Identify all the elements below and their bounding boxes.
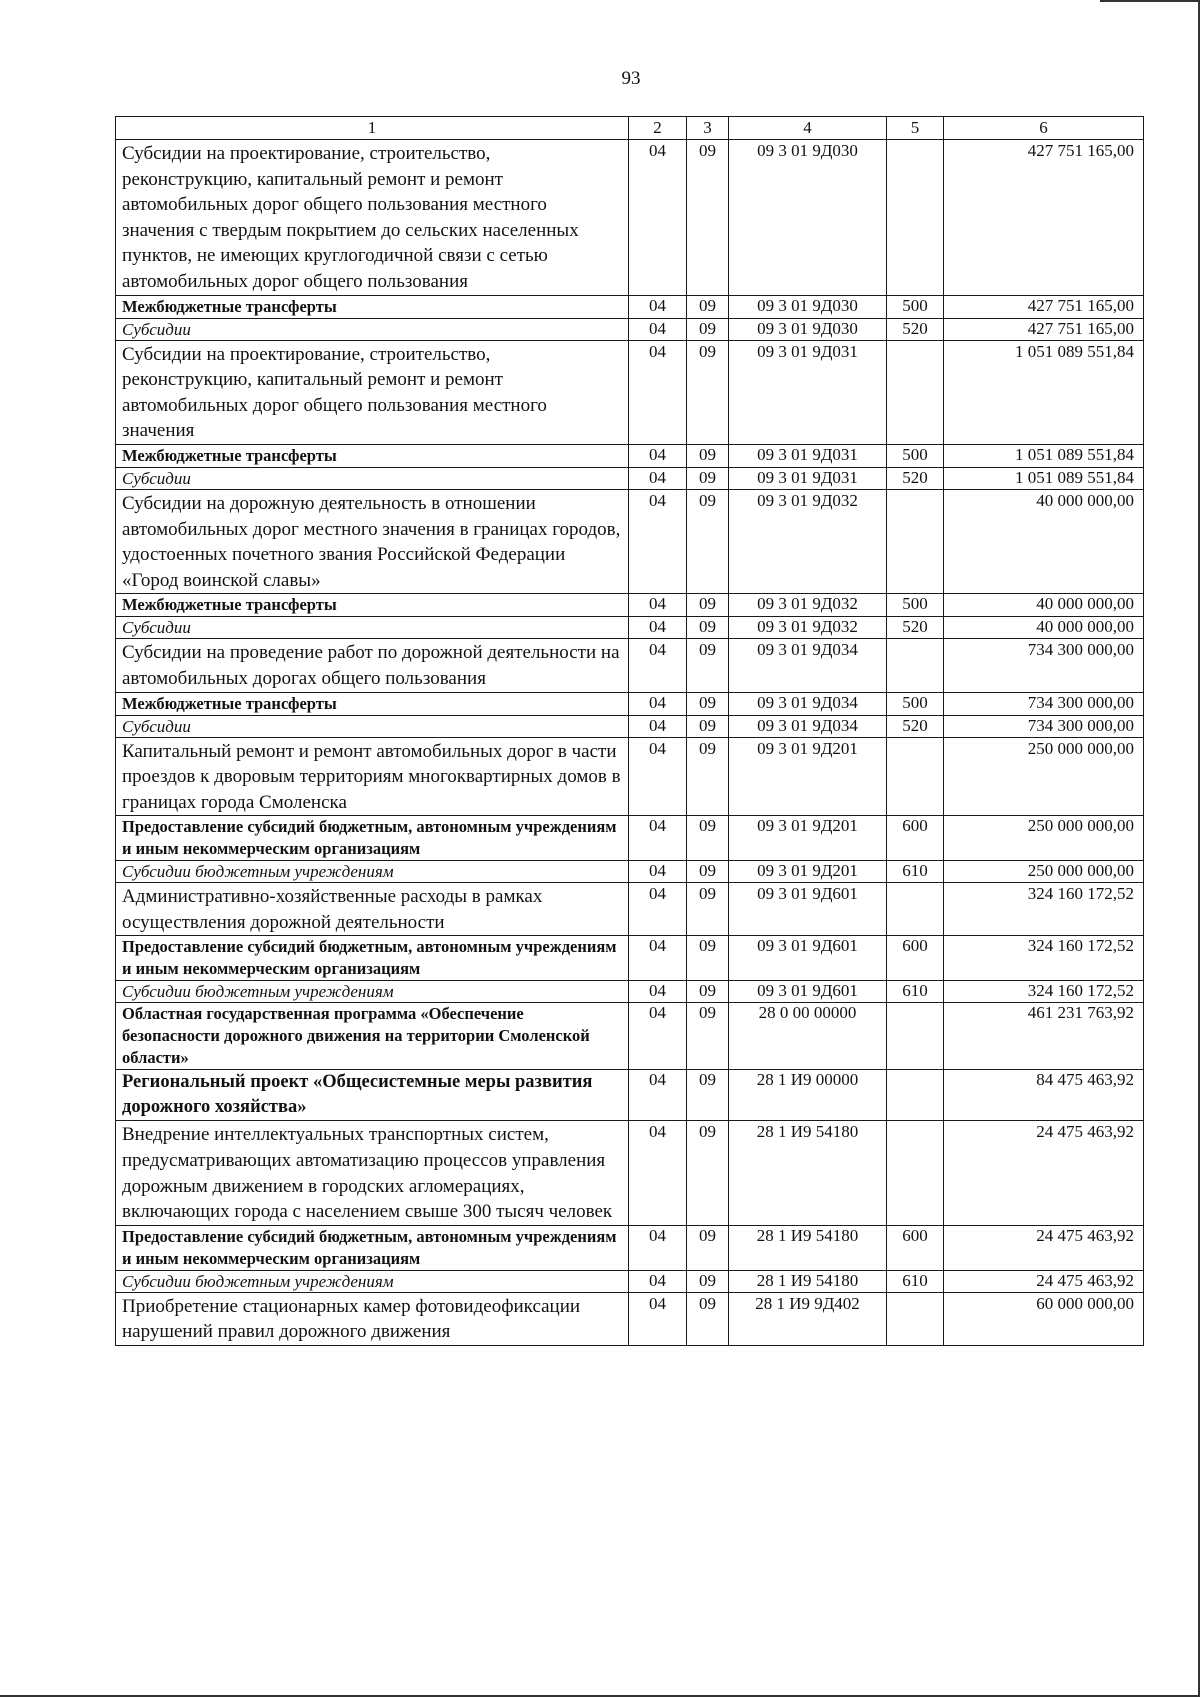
header-cell: 6 [944,117,1144,140]
row-name-cell: Административно-хозяйственные расходы в рамках осуществления дорожной деятельности [116,883,629,936]
row-expense-type-cell: 500 [887,295,944,318]
row-section-cell: 04 [629,1121,687,1225]
table-row [116,617,1144,639]
row-subsection-cell: 09 [687,1292,729,1345]
row-expense-type-cell: 520 [887,318,944,340]
table-row [116,1225,1144,1270]
row-subsection-cell: 09 [687,861,729,883]
row-section-cell: 04 [629,617,687,639]
header-cell: 1 [116,117,629,140]
row-amount-cell: 324 160 172,52 [944,981,1144,1003]
row-name-cell: Капитальный ремонт и ремонт автомобильных дорог в части проездов к дворовым территориям многоквартирных домов в границах города Смоленска [116,737,629,816]
row-subsection-cell: 09 [687,340,729,444]
row-expense-type-cell: 500 [887,444,944,467]
row-section-cell: 04 [629,737,687,816]
header-cell: 2 [629,117,687,140]
row-section-cell: 04 [629,816,687,861]
row-amount-cell: 324 160 172,52 [944,883,1144,936]
row-amount-cell: 427 751 165,00 [944,140,1144,296]
row-section-cell: 04 [629,883,687,936]
row-subsection-cell: 09 [687,1270,729,1292]
row-subsection-cell: 09 [687,639,729,692]
row-amount-cell: 40 000 000,00 [944,617,1144,639]
row-section-cell: 04 [629,467,687,489]
table-row [116,295,1144,318]
row-amount-cell: 427 751 165,00 [944,318,1144,340]
row-target-article-cell: 28 1 И9 54180 [729,1270,887,1292]
table-row [116,936,1144,981]
row-amount-cell: 60 000 000,00 [944,1292,1144,1345]
row-target-article-cell: 09 3 01 9Д601 [729,981,887,1003]
row-section-cell: 04 [629,1070,687,1121]
row-expense-type-cell: 610 [887,981,944,1003]
row-expense-type-cell [887,1070,944,1121]
row-subsection-cell: 09 [687,816,729,861]
row-target-article-cell: 09 3 01 9Д601 [729,936,887,981]
row-subsection-cell: 09 [687,444,729,467]
table-row [116,692,1144,715]
table-row [116,1292,1144,1345]
row-expense-type-cell: 600 [887,816,944,861]
row-name-cell: Межбюджетные трансферты [116,295,629,318]
row-amount-cell: 324 160 172,52 [944,936,1144,981]
table-row [116,883,1144,936]
table-row [116,1070,1144,1121]
row-subsection-cell: 09 [687,981,729,1003]
row-subsection-cell: 09 [687,140,729,296]
row-amount-cell: 734 300 000,00 [944,639,1144,692]
row-name-cell: Межбюджетные трансферты [116,444,629,467]
row-section-cell: 04 [629,594,687,617]
row-name-cell: Внедрение интеллектуальных транспортных систем, предусматривающих автоматизацию процессов управления дорожным движением в городских агломерациях, включающих города с населением свыше 300 тысяч человек [116,1121,629,1225]
row-subsection-cell: 09 [687,295,729,318]
row-target-article-cell: 28 1 И9 9Д402 [729,1292,887,1345]
row-name-cell: Субсидии бюджетным учреждениям [116,981,629,1003]
row-name-cell: Субсидии [116,715,629,737]
row-section-cell: 04 [629,444,687,467]
row-amount-cell: 250 000 000,00 [944,737,1144,816]
header-cell: 4 [729,117,887,140]
row-amount-cell: 250 000 000,00 [944,816,1144,861]
row-target-article-cell: 09 3 01 9Д031 [729,467,887,489]
row-target-article-cell: 09 3 01 9Д034 [729,639,887,692]
row-subsection-cell: 09 [687,936,729,981]
table-row [116,1270,1144,1292]
row-section-cell: 04 [629,1292,687,1345]
row-expense-type-cell: 520 [887,467,944,489]
row-amount-cell: 734 300 000,00 [944,692,1144,715]
scan-edge-top [1100,0,1200,2]
table-row [116,639,1144,692]
row-subsection-cell: 09 [687,489,729,593]
row-section-cell: 04 [629,692,687,715]
row-section-cell: 04 [629,936,687,981]
row-target-article-cell: 09 3 01 9Д031 [729,340,887,444]
row-expense-type-cell [887,140,944,296]
row-amount-cell: 250 000 000,00 [944,861,1144,883]
row-subsection-cell: 09 [687,883,729,936]
row-amount-cell: 24 475 463,92 [944,1121,1144,1225]
row-expense-type-cell: 500 [887,692,944,715]
row-target-article-cell: 09 3 01 9Д032 [729,594,887,617]
row-section-cell: 04 [629,140,687,296]
row-name-cell: Субсидии [116,467,629,489]
row-expense-type-cell [887,1292,944,1345]
row-expense-type-cell [887,1121,944,1225]
row-target-article-cell: 09 3 01 9Д201 [729,861,887,883]
row-target-article-cell: 09 3 01 9Д032 [729,617,887,639]
row-subsection-cell: 09 [687,737,729,816]
header-cell: 3 [687,117,729,140]
row-name-cell: Приобретение стационарных камер фотовидеофиксации нарушений правил дорожного движения [116,1292,629,1345]
row-expense-type-cell: 610 [887,1270,944,1292]
row-target-article-cell: 28 1 И9 00000 [729,1070,887,1121]
row-section-cell: 04 [629,318,687,340]
row-expense-type-cell: 600 [887,936,944,981]
row-expense-type-cell [887,340,944,444]
row-name-cell: Субсидии [116,617,629,639]
header-cell: 5 [887,117,944,140]
row-subsection-cell: 09 [687,1070,729,1121]
table-row [116,715,1144,737]
row-target-article-cell: 09 3 01 9Д034 [729,692,887,715]
row-expense-type-cell [887,883,944,936]
row-section-cell: 04 [629,489,687,593]
table-row [116,444,1144,467]
row-section-cell: 04 [629,295,687,318]
table-row [116,140,1144,296]
row-target-article-cell: 28 1 И9 54180 [729,1225,887,1270]
row-name-cell: Субсидии на проведение работ по дорожной деятельности на автомобильных дорогах общего пользования [116,639,629,692]
row-name-cell: Предоставление субсидий бюджетным, автономным учреждениям и иным некоммерческим организациям [116,936,629,981]
row-expense-type-cell: 500 [887,594,944,617]
row-amount-cell: 1 051 089 551,84 [944,444,1144,467]
row-subsection-cell: 09 [687,715,729,737]
row-amount-cell: 40 000 000,00 [944,489,1144,593]
row-expense-type-cell: 600 [887,1225,944,1270]
row-amount-cell: 1 051 089 551,84 [944,467,1144,489]
table-header-row [116,117,1144,140]
row-subsection-cell: 09 [687,318,729,340]
table-row [116,340,1144,444]
row-target-article-cell: 09 3 01 9Д201 [729,816,887,861]
row-name-cell: Субсидии на проектирование, строительство, реконструкцию, капитальный ремонт и ремонт автомобильных дорог общего пользования местного значения [116,340,629,444]
table-row [116,318,1144,340]
row-name-cell: Субсидии бюджетным учреждениям [116,1270,629,1292]
row-target-article-cell: 09 3 01 9Д031 [729,444,887,467]
table-row [116,1003,1144,1070]
row-section-cell: 04 [629,1003,687,1070]
row-name-cell: Областная государственная программа «Обеспечение безопасности дорожного движения на территории Смоленской области» [116,1003,629,1070]
row-target-article-cell: 09 3 01 9Д034 [729,715,887,737]
row-name-cell: Региональный проект «Общесистемные меры развития дорожного хозяйства» [116,1070,629,1121]
row-amount-cell: 40 000 000,00 [944,594,1144,617]
row-amount-cell: 24 475 463,92 [944,1270,1144,1292]
row-expense-type-cell [887,1003,944,1070]
table-row [116,467,1144,489]
row-section-cell: 04 [629,861,687,883]
table-row [116,737,1144,816]
table-row [116,861,1144,883]
row-section-cell: 04 [629,1270,687,1292]
row-subsection-cell: 09 [687,692,729,715]
row-subsection-cell: 09 [687,617,729,639]
row-section-cell: 04 [629,715,687,737]
row-subsection-cell: 09 [687,1225,729,1270]
row-target-article-cell: 09 3 01 9Д032 [729,489,887,593]
table-row [116,489,1144,593]
row-target-article-cell: 28 0 00 00000 [729,1003,887,1070]
row-expense-type-cell [887,737,944,816]
row-amount-cell: 427 751 165,00 [944,295,1144,318]
row-target-article-cell: 28 1 И9 54180 [729,1121,887,1225]
budget-table [115,116,1144,1346]
row-amount-cell: 24 475 463,92 [944,1225,1144,1270]
row-expense-type-cell: 610 [887,861,944,883]
row-name-cell: Предоставление субсидий бюджетным, автономным учреждениям и иным некоммерческим организациям [116,816,629,861]
row-name-cell: Субсидии бюджетным учреждениям [116,861,629,883]
row-expense-type-cell [887,639,944,692]
row-subsection-cell: 09 [687,1003,729,1070]
row-name-cell: Субсидии на проектирование, строительство, реконструкцию, капитальный ремонт и ремонт автомобильных дорог общего пользования местного значения с твердым покрытием до сельских населенных пунктов, не имеющих круглогодичной связи с сетью автомобильных дорог общего пользования [116,140,629,296]
table-row [116,816,1144,861]
row-name-cell: Субсидии [116,318,629,340]
row-amount-cell: 734 300 000,00 [944,715,1144,737]
row-section-cell: 04 [629,1225,687,1270]
row-target-article-cell: 09 3 01 9Д201 [729,737,887,816]
row-name-cell: Субсидии на дорожную деятельность в отношении автомобильных дорог местного значения в границах городов, удостоенных почетного звания Российской Федерации «Город воинской славы» [116,489,629,593]
row-name-cell: Межбюджетные трансферты [116,692,629,715]
row-target-article-cell: 09 3 01 9Д601 [729,883,887,936]
row-section-cell: 04 [629,639,687,692]
row-target-article-cell: 09 3 01 9Д030 [729,295,887,318]
row-amount-cell: 84 475 463,92 [944,1070,1144,1121]
row-subsection-cell: 09 [687,467,729,489]
row-target-article-cell: 09 3 01 9Д030 [729,140,887,296]
row-name-cell: Межбюджетные трансферты [116,594,629,617]
row-expense-type-cell: 520 [887,715,944,737]
page-number: 93 [621,68,641,89]
row-section-cell: 04 [629,981,687,1003]
table-row [116,594,1144,617]
row-name-cell: Предоставление субсидий бюджетным, автономным учреждениям и иным некоммерческим организациям [116,1225,629,1270]
row-subsection-cell: 09 [687,1121,729,1225]
row-amount-cell: 1 051 089 551,84 [944,340,1144,444]
row-amount-cell: 461 231 763,92 [944,1003,1144,1070]
table-row [116,981,1144,1003]
row-section-cell: 04 [629,340,687,444]
row-expense-type-cell: 520 [887,617,944,639]
table-row [116,1121,1144,1225]
row-subsection-cell: 09 [687,594,729,617]
row-target-article-cell: 09 3 01 9Д030 [729,318,887,340]
row-expense-type-cell [887,489,944,593]
